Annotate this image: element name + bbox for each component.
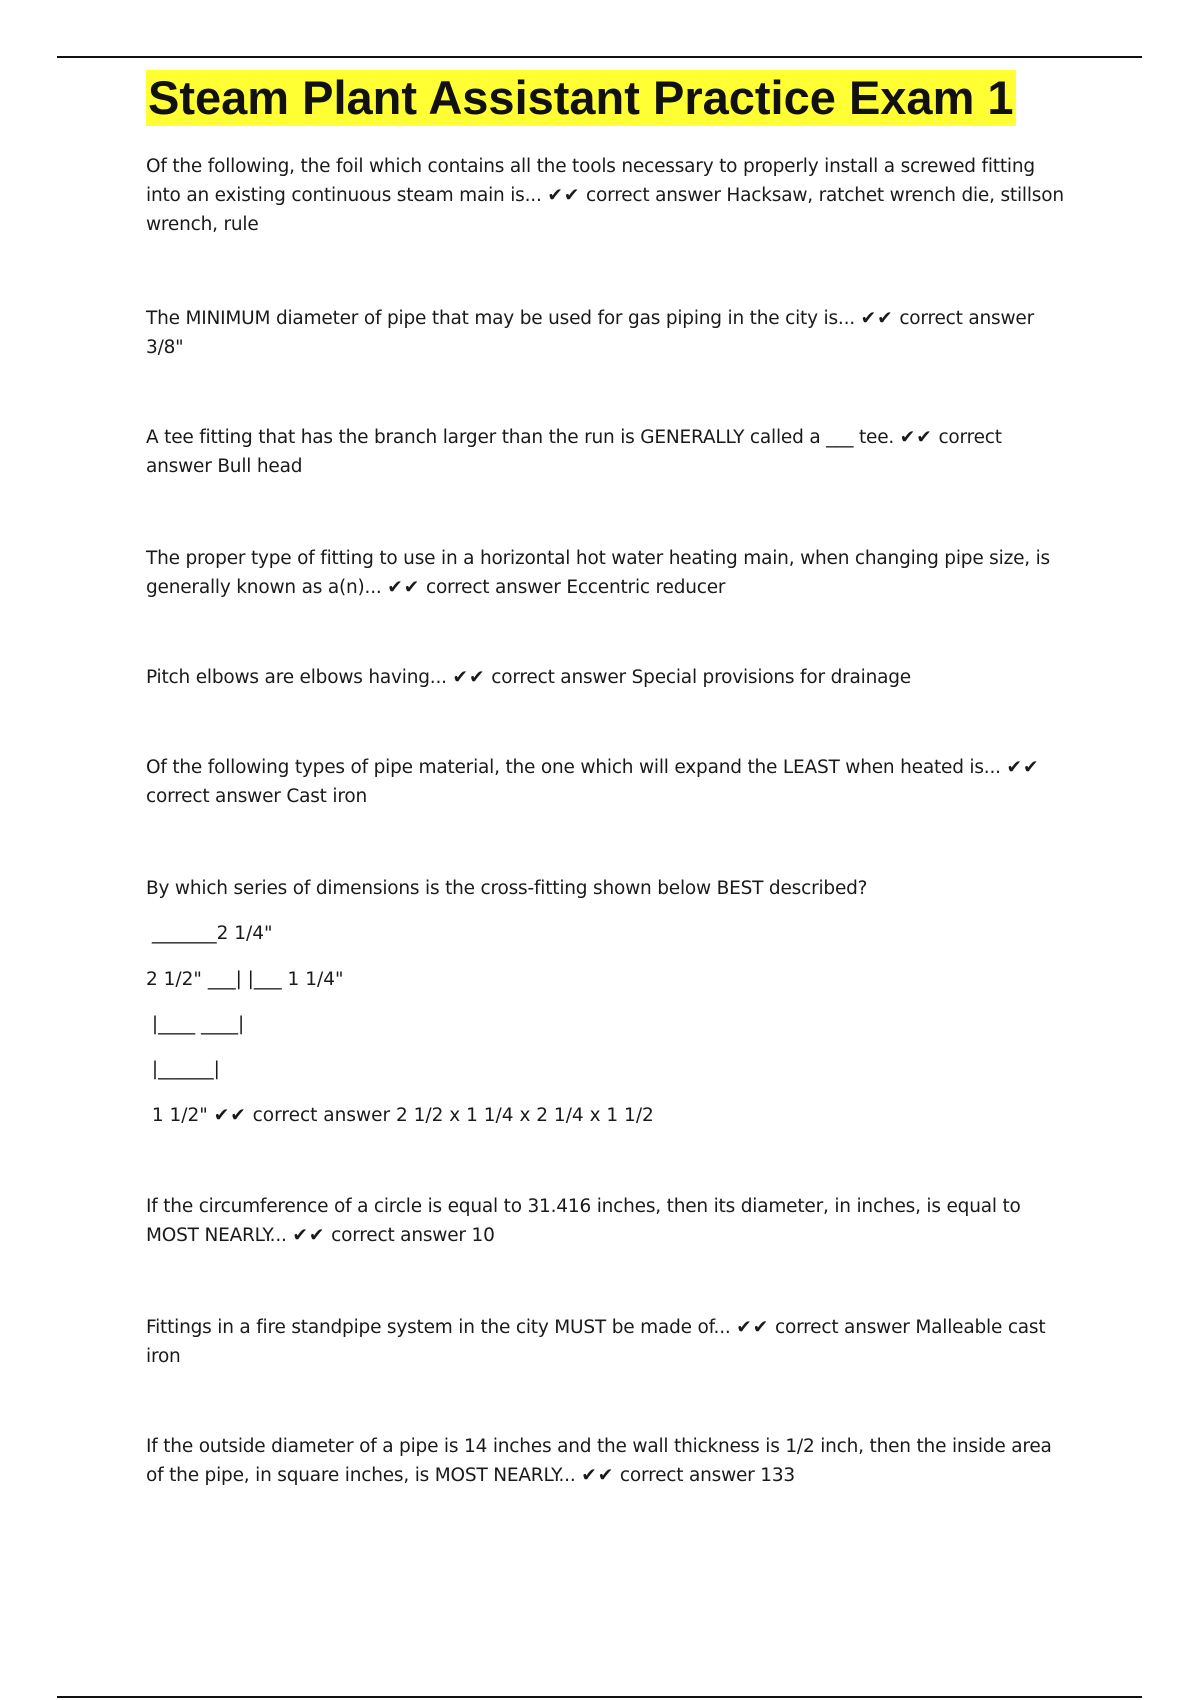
answer-text: Hacksaw, ratchet wrench die, stillson wrench, rule: [146, 185, 1064, 235]
answer-label: correct answer: [331, 1225, 466, 1246]
question-text: Pitch elbows are elbows having...: [146, 667, 447, 688]
answer-text: 10: [471, 1225, 495, 1246]
diagram-line: |______|: [146, 1059, 220, 1080]
answer-text: 133: [760, 1465, 795, 1486]
bottom-rule: [57, 1696, 1142, 1698]
question-text: The proper type of fitting to use in a horizontal hot water heating main, when changing pipe size, is generally known as a(n)...: [146, 548, 1050, 598]
answer-label: correct answer: [252, 1105, 391, 1126]
check-mark-icon: ✔✔: [213, 1105, 247, 1126]
question-item: [146, 663, 1066, 692]
diagram-line: _______2 1/4": [146, 923, 273, 944]
question-text: The MINIMUM diameter of pipe that may be used for gas piping in the city is...: [146, 308, 855, 329]
question-item: [146, 152, 1066, 239]
diagram-line: 1 1/2": [146, 1105, 208, 1126]
question-item: [146, 1432, 1066, 1490]
check-mark-icon: ✔✔: [860, 308, 894, 329]
question-text: Of the following types of pipe material, the one which will expand the LEAST when heated is...: [146, 757, 1001, 778]
diagram-answer-line: [146, 1101, 654, 1130]
answer-label: correct answer: [899, 308, 1035, 329]
answer-label: correct answer: [619, 1465, 755, 1486]
answer-text: 2 1/2 x 1 1/4 x 2 1/4 x 1 1/2: [396, 1105, 654, 1126]
question-text: By which series of dimensions is the cross-fitting shown below BEST described?: [146, 878, 868, 899]
answer-text: 3/8": [146, 337, 184, 358]
diagram-line: 2 1/2" ___| |___ 1 1/4": [146, 969, 344, 990]
answer-label: correct answer: [425, 577, 561, 598]
question-text: Fittings in a fire standpipe system in the city MUST be made of...: [146, 1317, 731, 1338]
answer-label: correct answer: [775, 1317, 910, 1338]
answer-text: Special provisions for drainage: [631, 667, 911, 688]
check-mark-icon: ✔✔: [581, 1465, 615, 1486]
question-item: [146, 1313, 1066, 1371]
question-item: [146, 304, 1066, 362]
answer-label: correct answer: [491, 667, 626, 688]
page-title: Steam Plant Assistant Practice Exam 1: [148, 71, 1014, 124]
title-block: [146, 70, 1066, 126]
check-mark-icon: ✔✔: [1006, 757, 1040, 778]
answer-label: correct answer: [146, 786, 281, 807]
question-text: Of the following, the foil which contains all the tools necessary to properly install a screwed fitting into an existing continuous steam main is...: [146, 156, 1035, 206]
check-mark-icon: ✔✔: [387, 577, 421, 598]
check-mark-icon: ✔✔: [736, 1317, 770, 1338]
question-item: [146, 1192, 1066, 1250]
question-text: A tee fitting that has the branch larger than the run is GENERALLY called a ___ tee.: [146, 427, 895, 448]
top-rule: [57, 56, 1142, 58]
question-item: [146, 423, 1066, 481]
check-mark-icon: ✔✔: [452, 667, 486, 688]
answer-label: correct answer: [146, 427, 1002, 477]
answer-text: Cast iron: [286, 786, 367, 807]
answer-label: correct answer: [586, 185, 721, 206]
check-mark-icon: ✔✔: [547, 185, 581, 206]
question-item: [146, 753, 1066, 811]
answer-text: Eccentric reducer: [566, 577, 726, 598]
question-text: If the outside diameter of a pipe is 14 inches and the wall thickness is 1/2 inch, then the inside area of the pipe, in square inches, is MOST NEARLY...: [146, 1436, 1052, 1486]
answer-text: Malleable cast iron: [146, 1317, 1046, 1367]
diagram-line: |____ ____|: [146, 1014, 245, 1035]
answer-text: Bull head: [217, 456, 303, 477]
question-item: [146, 544, 1066, 602]
check-mark-icon: ✔✔: [292, 1225, 326, 1246]
check-mark-icon: ✔✔: [899, 427, 933, 448]
question-text: If the circumference of a circle is equal to 31.416 inches, then its diameter, in inches, is equal to MOST NEARLY...: [146, 1196, 1021, 1246]
question-item: [146, 874, 1066, 903]
